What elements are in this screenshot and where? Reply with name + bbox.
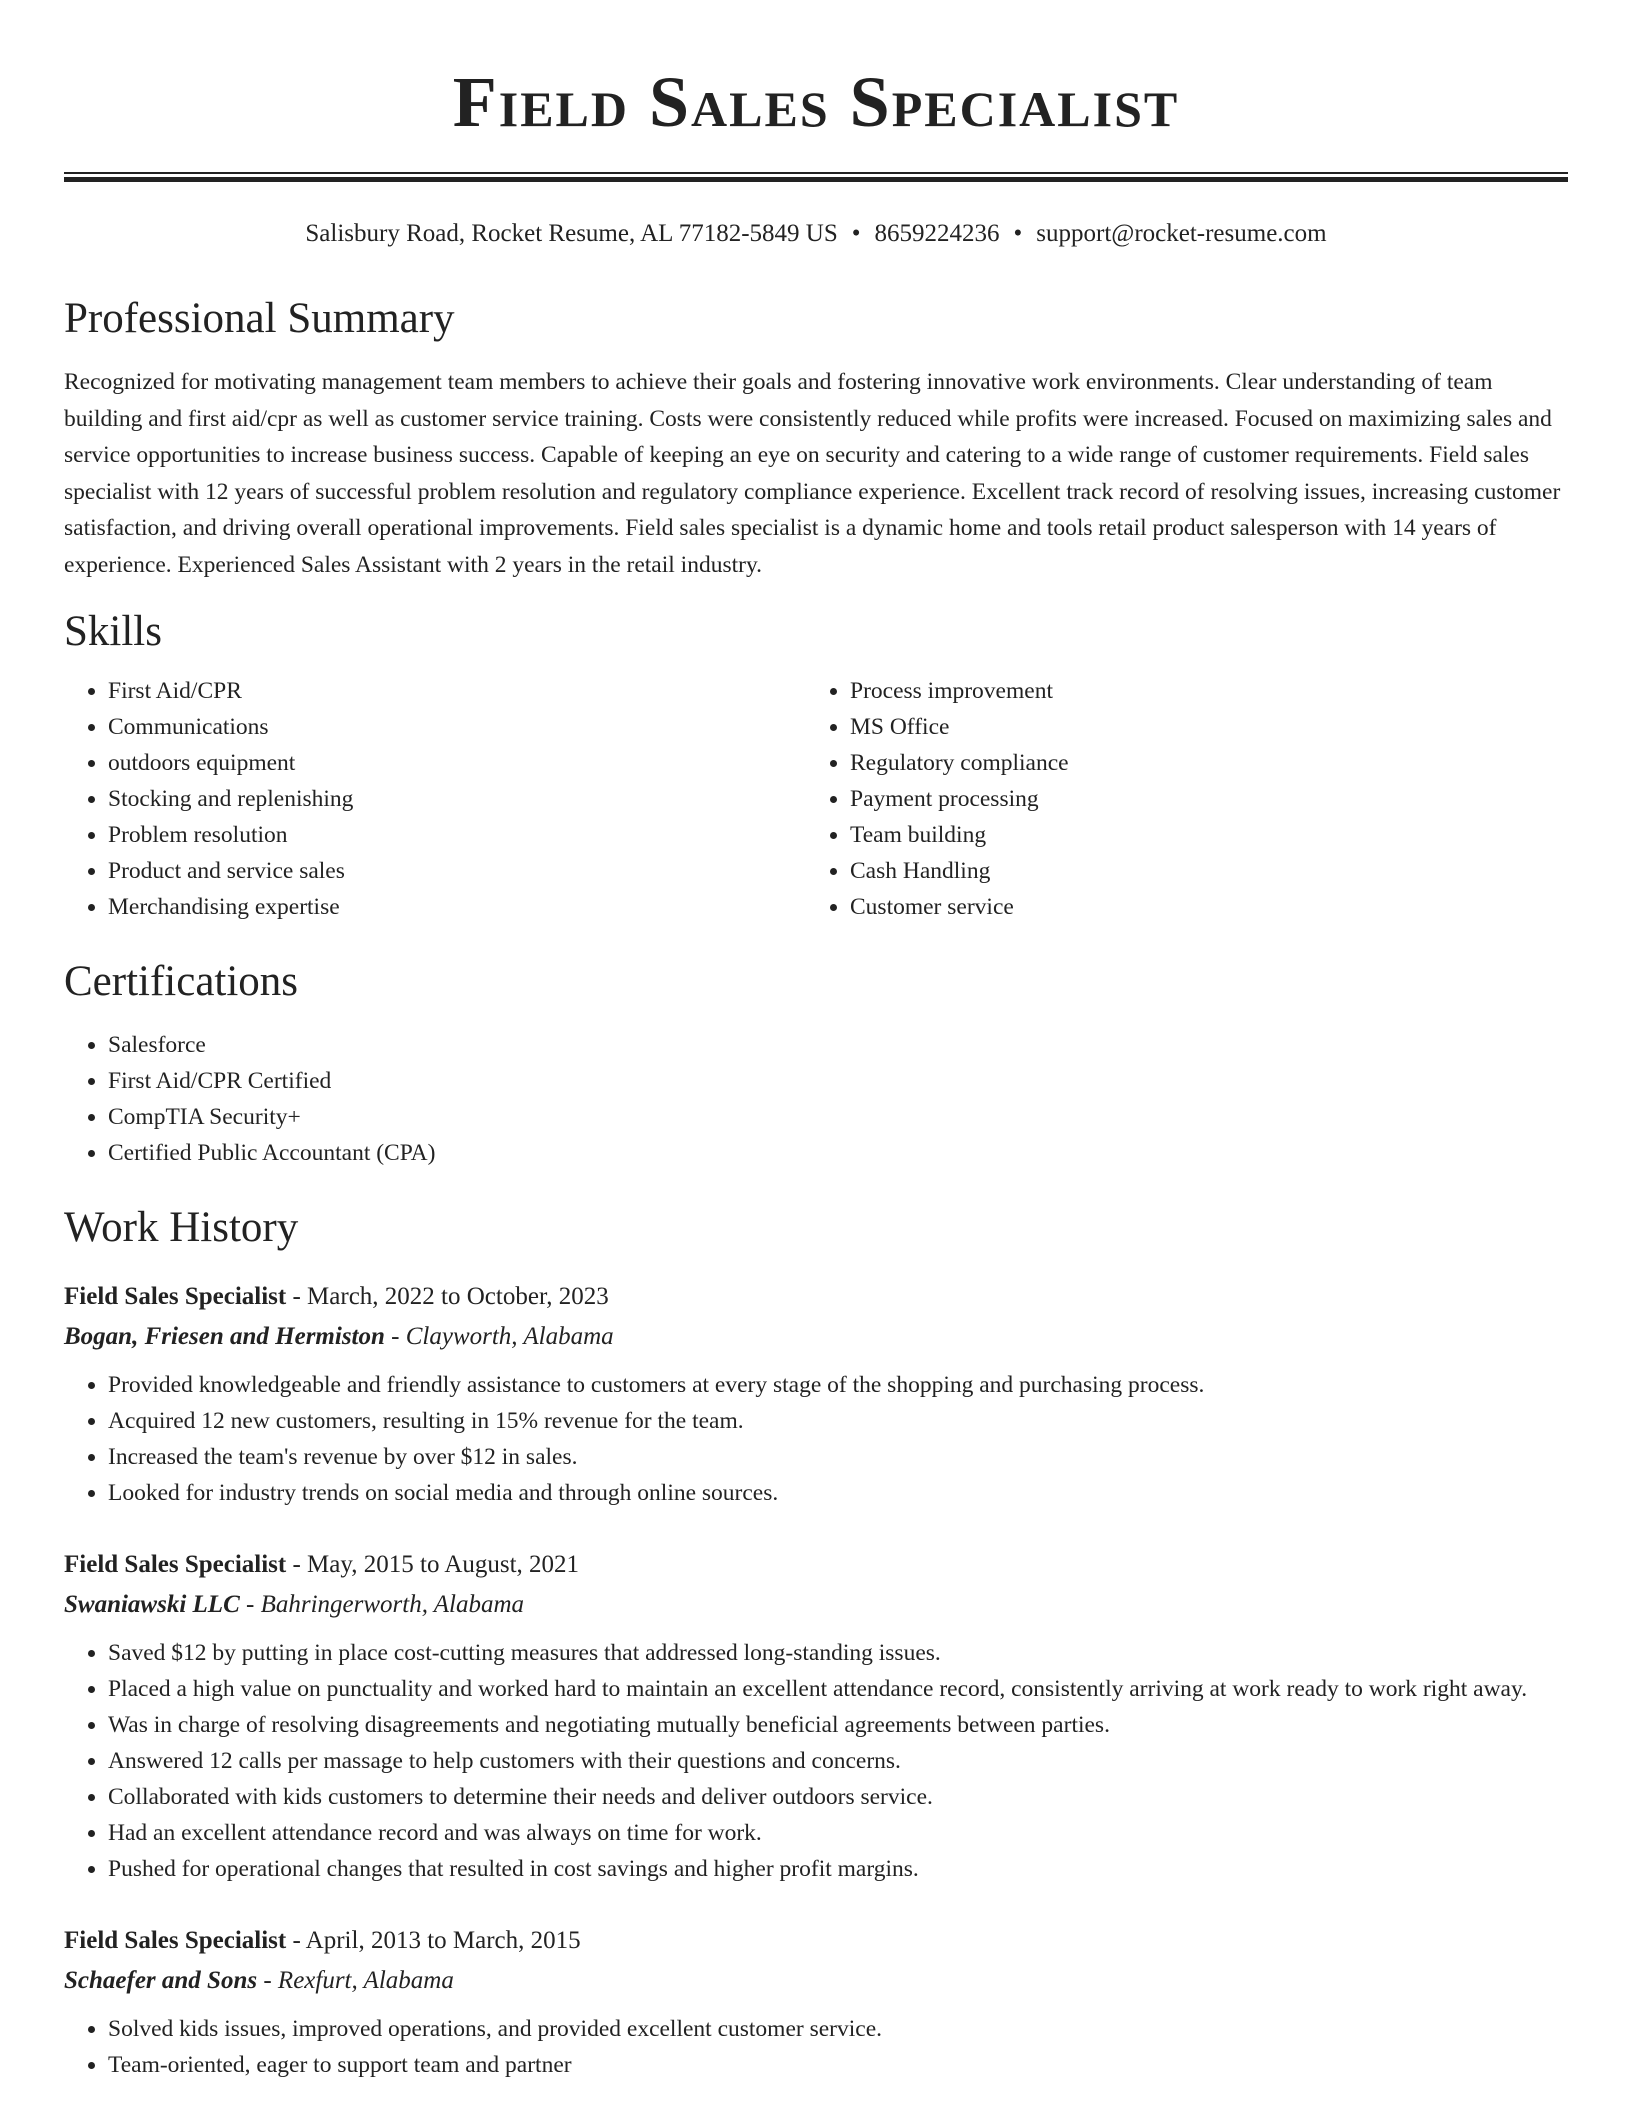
- job-bullet: • Team-oriented, eager to support team and partner: [108, 2047, 1568, 2083]
- contact-phone: 8659224236: [874, 220, 1000, 247]
- skills-list: [64, 673, 1568, 925]
- skill-item: • Product and service sales: [108, 853, 806, 889]
- job-title-line: [64, 1545, 1568, 1585]
- contact-address: Salisbury Road, Rocket Resume, AL 77182-5849 US: [305, 220, 838, 247]
- skill-item: • Merchandising expertise: [108, 889, 806, 925]
- job-dates: - April, 2013 to March, 2015: [286, 1927, 581, 1954]
- skill-item: • Cash Handling: [850, 853, 1548, 889]
- job-title: Field Sales Specialist: [64, 1551, 287, 1578]
- skill-item: • Customer service: [850, 889, 1548, 925]
- job-entry: [64, 1921, 1568, 2083]
- job-dates: - March, 2022 to October, 2023: [286, 1283, 609, 1310]
- certification-item: • Salesforce: [108, 1027, 1568, 1063]
- skills-column-right: [806, 673, 1548, 925]
- skill-item: • outdoors equipment: [108, 745, 806, 781]
- job-company: Swaniawski LLC: [64, 1591, 240, 1618]
- work-history-heading: Work History: [64, 1204, 299, 1251]
- contact-email: support@rocket-resume.com: [1036, 220, 1327, 247]
- skill-item: • Process improvement: [850, 673, 1548, 709]
- job-title: Field Sales Specialist: [64, 1283, 287, 1310]
- job-bullets: [64, 1635, 1568, 1887]
- skill-item: • First Aid/CPR: [108, 673, 806, 709]
- job-company-line: [64, 1585, 1568, 1625]
- job-bullet: • Pushed for operational changes that resulted in cost savings and higher profit margins.: [108, 1851, 1568, 1887]
- job-company-line: [64, 1317, 1568, 1357]
- job-title: Field Sales Specialist: [64, 1927, 287, 1954]
- job-bullets: [64, 2011, 1568, 2083]
- summary-heading: Professional Summary: [64, 295, 455, 342]
- job-dates: - May, 2015 to August, 2021: [286, 1551, 580, 1578]
- job-location: - Bahringerworth, Alabama: [239, 1591, 525, 1618]
- certifications-heading: Certifications: [64, 958, 299, 1005]
- job-bullet: • Had an excellent attendance record and was always on time for work.: [108, 1815, 1568, 1851]
- skill-item: • Problem resolution: [108, 817, 806, 853]
- job-location: - Rexfurt, Alabama: [257, 1967, 454, 1994]
- title-divider: [64, 172, 1568, 182]
- job-bullet: • Saved $12 by putting in place cost-cutting measures that addressed long-standing issues.: [108, 1635, 1568, 1671]
- job-bullet: • Answered 12 calls per massage to help customers with their questions and concerns.: [108, 1743, 1568, 1779]
- job-company: Bogan, Friesen and Hermiston: [64, 1323, 385, 1350]
- job-title-line: [64, 1277, 1568, 1317]
- resume-title: Field Sales Specialist: [452, 62, 1180, 142]
- job-company: Schaefer and Sons: [64, 1967, 258, 1994]
- skill-item: • Regulatory compliance: [850, 745, 1548, 781]
- job-bullet: • Collaborated with kids customers to determine their needs and deliver outdoors service.: [108, 1779, 1568, 1815]
- skill-item: • Communications: [108, 709, 806, 745]
- skill-item: • Payment processing: [850, 781, 1548, 817]
- contact-separator: •: [851, 220, 861, 247]
- job-bullet: • Increased the team's revenue by over $12 in sales.: [108, 1439, 1568, 1475]
- job-bullet: • Solved kids issues, improved operations, and provided excellent customer service.: [108, 2011, 1568, 2047]
- skill-item: • Team building: [850, 817, 1548, 853]
- job-bullet: • Placed a high value on punctuality and worked hard to maintain an excellent attendance record, consistently arriving at work ready to work right away.: [108, 1671, 1568, 1707]
- certification-item: • Certified Public Accountant (CPA): [108, 1135, 1568, 1171]
- job-bullet: • Provided knowledgeable and friendly assistance to customers at every stage of the shopping and purchasing process.: [108, 1367, 1568, 1403]
- certification-item: • CompTIA Security+: [108, 1099, 1568, 1135]
- job-bullet: • Acquired 12 new customers, resulting in 15% revenue for the team.: [108, 1403, 1568, 1439]
- skills-heading: Skills: [64, 608, 162, 655]
- job-entry: [64, 1277, 1568, 1511]
- skill-item: • MS Office: [850, 709, 1548, 745]
- contact-line: [64, 218, 1568, 250]
- skill-item: • Stocking and replenishing: [108, 781, 806, 817]
- job-company-line: [64, 1961, 1568, 2001]
- job-entry: [64, 1545, 1568, 1887]
- job-bullet: • Was in charge of resolving disagreements and negotiating mutually beneficial agreements between parties.: [108, 1707, 1568, 1743]
- job-bullets: [64, 1367, 1568, 1511]
- skills-column-left: [64, 673, 806, 925]
- certifications-list: [64, 1027, 1568, 1171]
- job-location: - Clayworth, Alabama: [384, 1323, 614, 1350]
- contact-separator: •: [1013, 220, 1023, 247]
- certification-item: • First Aid/CPR Certified: [108, 1063, 1568, 1099]
- job-title-line: [64, 1921, 1568, 1961]
- summary-text: Recognized for motivating management team members to achieve their goals and fostering innovative work environments. Clear understanding of team building and first aid/cpr as well as customer service training. Costs were consistently reduced while profits were increased. Focused on maximizing sales and service opportunities to increase business success. Capable of keeping an eye on security and catering to a wide range of customer requirements. Field sales specialist with 12 years of successful problem resolution and regulatory compliance experience. Excellent track record of resolving issues, increasing customer satisfaction, and driving overall operational improvements. Field sales specialist is a dynamic home and tools retail product salesperson with 14 years of experience. Experienced Sales Assistant with 2 years in the retail industry.: [64, 369, 1561, 578]
- job-bullet: • Looked for industry trends on social media and through online sources.: [108, 1475, 1568, 1511]
